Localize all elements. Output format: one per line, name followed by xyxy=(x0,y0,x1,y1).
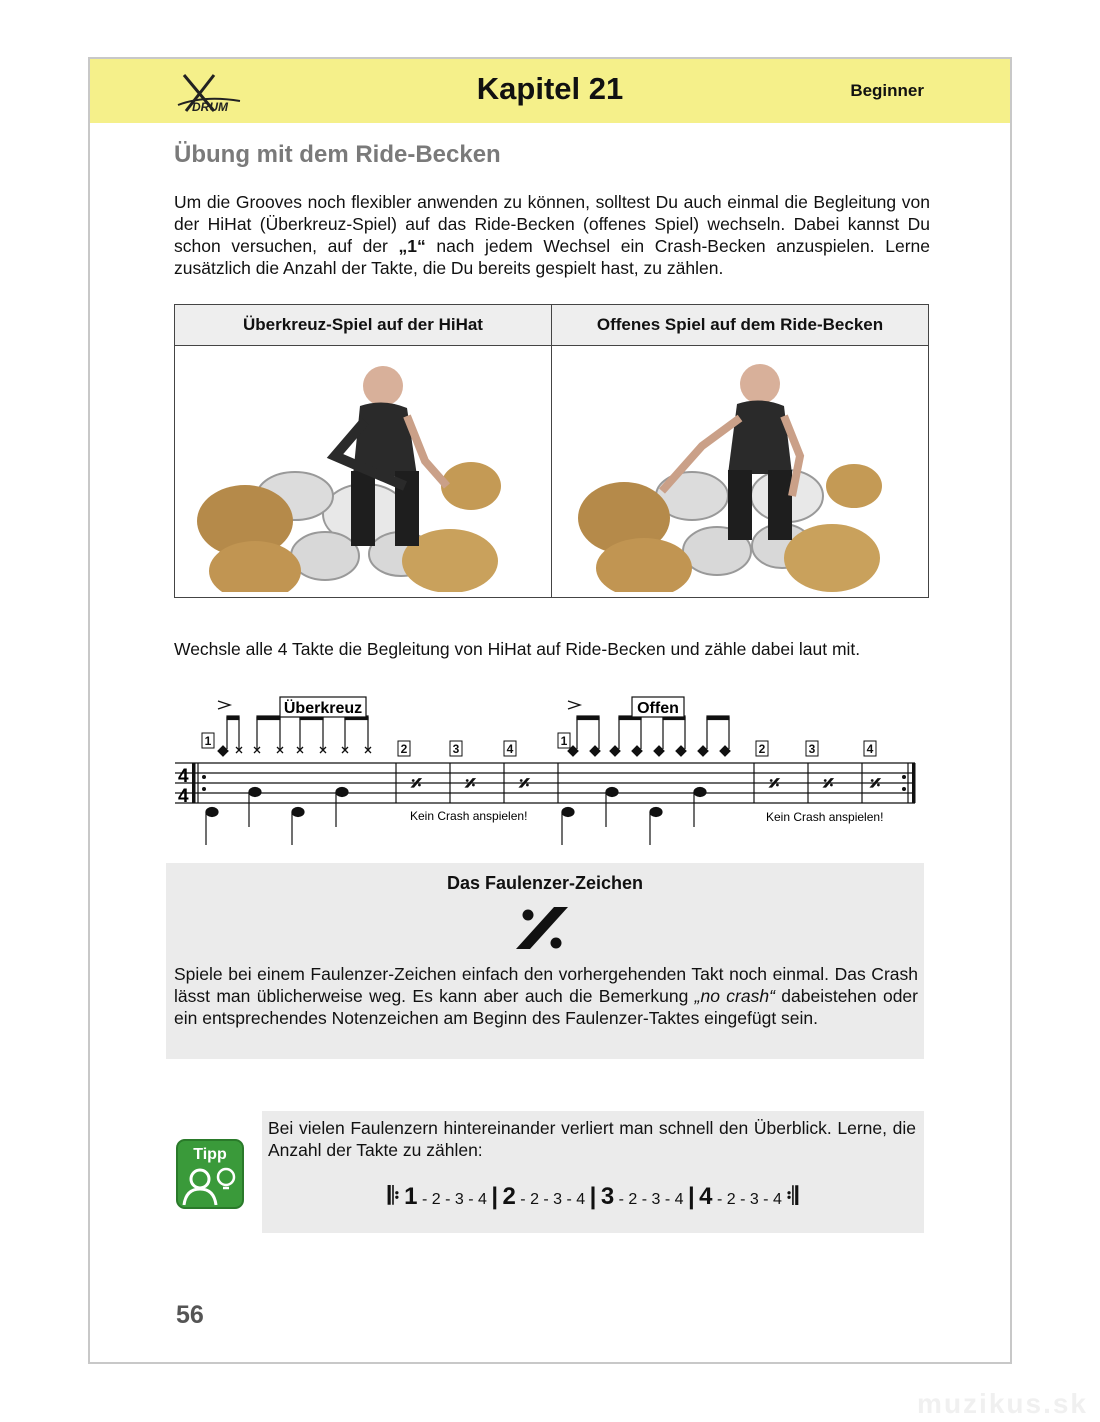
page-number: 56 xyxy=(176,1301,204,1329)
tip-text: Bei vielen Faulenzern hintereinander verliert man schnell den Überblick. Lerne, die Anzahl der Takte zu zählen: xyxy=(268,1118,916,1160)
svg-text:Kein Crash anspielen!: Kein Crash anspielen! xyxy=(766,810,884,824)
photo-hihat-playing xyxy=(175,346,552,598)
faulenzer-info-box xyxy=(166,863,924,1059)
svg-text:𝄎: 𝄎 xyxy=(769,771,780,796)
svg-text:4: 4 xyxy=(178,786,189,807)
tip-icon xyxy=(176,1139,244,1209)
tip-box xyxy=(262,1111,924,1233)
svg-text:1: 1 xyxy=(204,734,212,748)
svg-text:2: 2 xyxy=(758,742,766,756)
svg-text:𝄎: 𝄎 xyxy=(823,771,834,796)
chapter-header xyxy=(90,59,1010,123)
section-title: Übung mit dem Ride-Becken xyxy=(174,141,501,168)
exercise-instruction: Wechsle alle 4 Takte die Begleitung von HiHat auf Ride-Becken und zähle dabei laut mit. xyxy=(174,639,861,659)
svg-text:Offen: Offen xyxy=(637,700,679,717)
svg-text:𝄎: 𝄎 xyxy=(519,771,530,796)
svg-text:Kein Crash anspielen!: Kein Crash anspielen! xyxy=(410,809,528,823)
svg-text:𝄎: 𝄎 xyxy=(465,771,476,796)
svg-text:4: 4 xyxy=(866,742,874,756)
intro-paragraph: Um die Grooves noch flexibler anwenden zu können, solltest Du auch einmal die Begleitung von der HiHat (Überkreuz-Spiel) auf das Ride-Becken (offenes Spiel) wechseln. Dabei kannst Du schon versuchen, auf der „1“ nach jedem Wechsel ein Crash-Becken anzuspielen. Lerne zusätzlich die Anzahl der Takte, die Du bereits gespielt hast, zu zählen. xyxy=(174,192,930,278)
infobox-text: Spiele bei einem Faulenzer-Zeichen einfach den vorhergehenden Takt noch einmal. Das Crash lässt man üblicherweise weg. Es kann aber auch die Bemerkung „no crash“ dabeistehen oder ein entsprechendes Notenzeichen am Beginn des Faulenzer-Taktes eingefügt sein. xyxy=(174,964,918,1028)
photo-ride-playing xyxy=(552,346,929,598)
svg-text:1: 1 xyxy=(560,734,568,748)
simile-sign-icon xyxy=(512,903,572,955)
count-pattern: 𝄆 1 - 2 - 3 - 4 | 2 - 2 - 3 - 4 | 3 - 2 - 3 - 4 | 4 - 2 - 3 - 4 𝄇 xyxy=(388,1183,798,1210)
svg-text:𝄎: 𝄎 xyxy=(411,771,422,796)
watermark: muzikus.sk xyxy=(917,1388,1088,1419)
svg-text:𝄎: 𝄎 xyxy=(870,771,881,796)
svg-text:DRUM: DRUM xyxy=(192,100,228,114)
photo-comparison-table xyxy=(174,304,929,598)
chapter-title: Kapitel 21 xyxy=(476,71,624,106)
column-header-ride: Offenes Spiel auf dem Ride-Becken xyxy=(552,305,929,346)
svg-text:4: 4 xyxy=(506,742,514,756)
svg-text:3: 3 xyxy=(452,742,460,756)
svg-text:2: 2 xyxy=(400,742,408,756)
svg-text:Überkreuz: Überkreuz xyxy=(283,700,363,717)
column-header-hihat: Überkreuz-Spiel auf der HiHat xyxy=(175,305,552,346)
page xyxy=(88,57,1012,1364)
level-label: Beginner xyxy=(850,81,924,100)
svg-text:3: 3 xyxy=(808,742,816,756)
svg-text:Tipp: Tipp xyxy=(193,1146,227,1163)
drum-notation xyxy=(170,687,930,847)
svg-text:4: 4 xyxy=(178,766,189,787)
infobox-title: Das Faulenzer-Zeichen xyxy=(446,873,644,893)
